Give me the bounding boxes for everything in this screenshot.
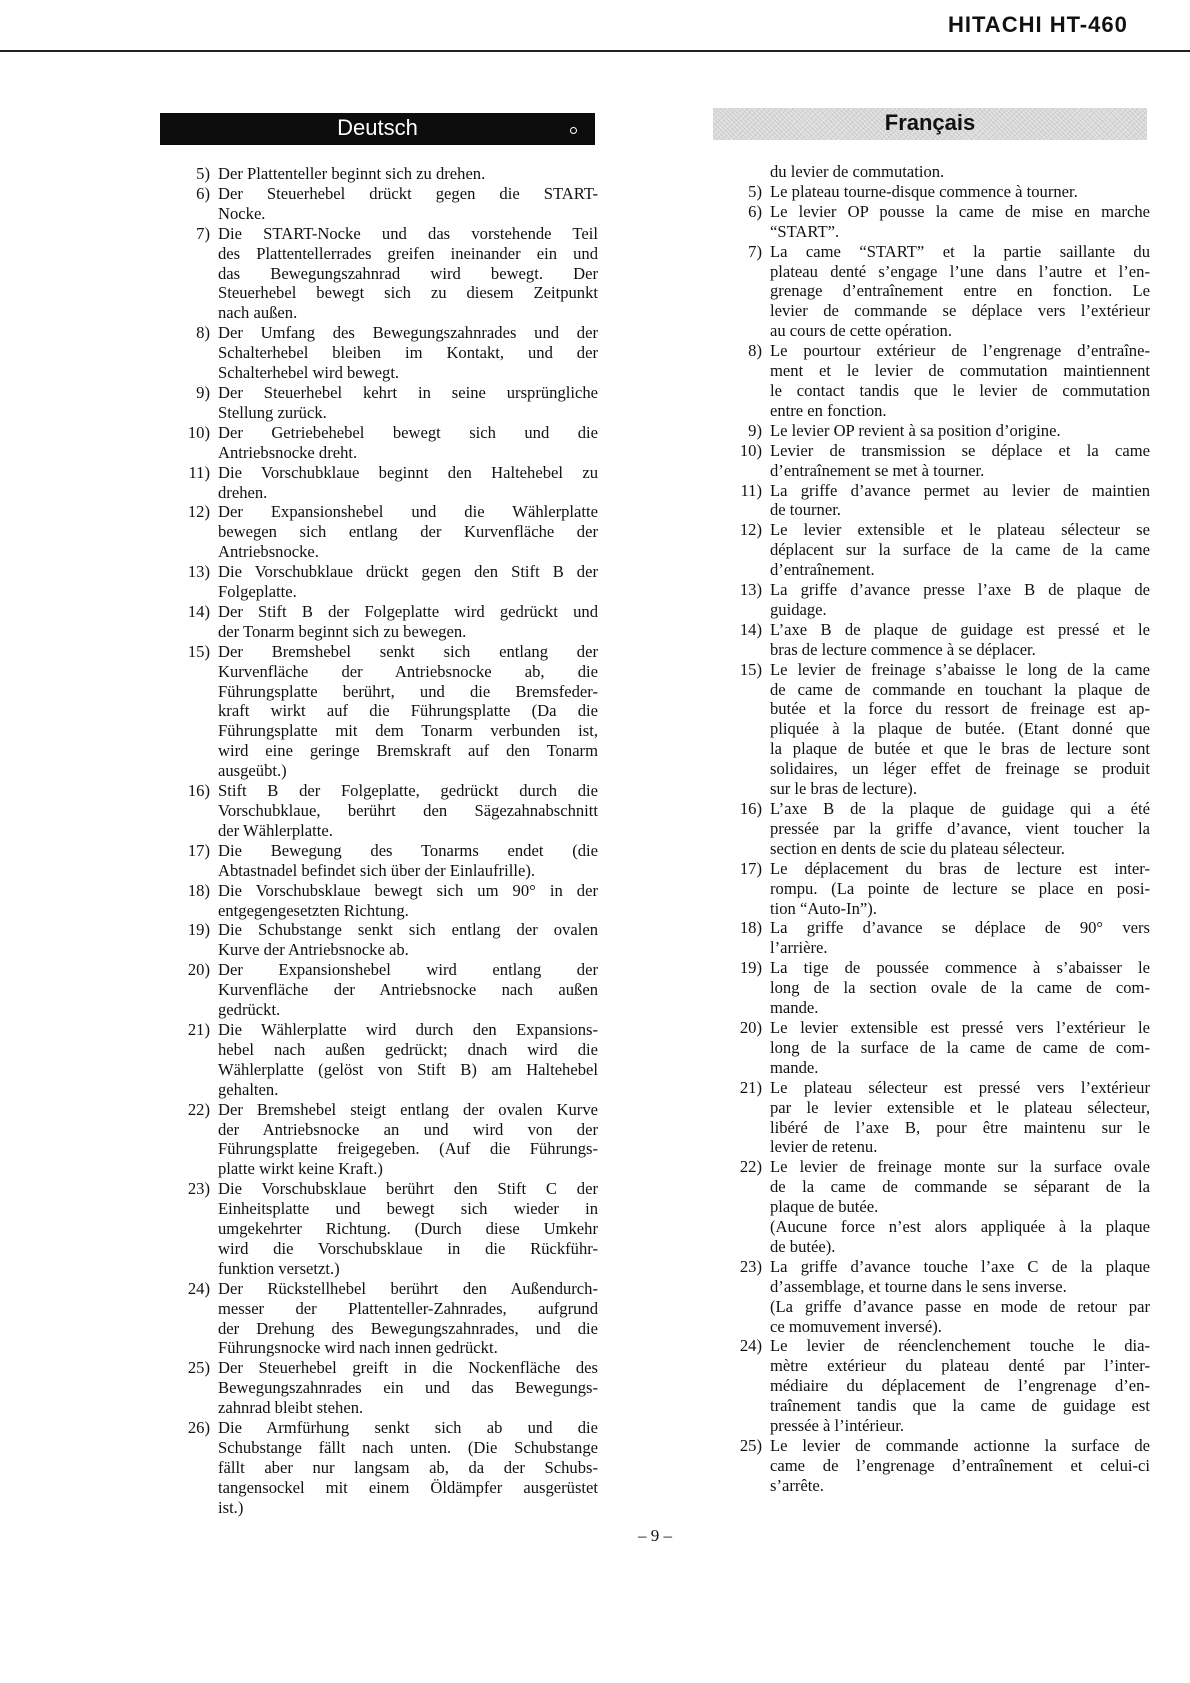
item-text-line: libéré de l’axe B, pour être maintenu sur le <box>770 1117 1150 1137</box>
item-text-line: d’entraînement. <box>770 560 875 580</box>
german-list-item <box>170 920 598 960</box>
item-text-line: de la came de commande se séparant de la <box>770 1177 1150 1197</box>
item-text-line: der Antriebsnocke an und wird von der <box>218 1119 598 1139</box>
item-number: 25) <box>739 1436 762 1455</box>
german-list-item <box>170 164 598 184</box>
french-list-item <box>722 660 1150 799</box>
french-list-item <box>722 799 1150 859</box>
item-text-line: plaque de butée. <box>770 1197 879 1217</box>
french-list-item <box>722 1078 1150 1158</box>
item-text-line: wird eine geringe Bremskraft auf den Tonarm <box>218 741 598 761</box>
item-text-line: Schalterhebel wird bewegt. <box>218 363 400 383</box>
item-number: 19) <box>187 920 210 940</box>
french-list-item <box>722 620 1150 660</box>
item-text-line: La griffe d’avance se déplace de 90° vers <box>770 918 1150 938</box>
item-number: 18) <box>187 880 210 900</box>
french-list-item <box>722 918 1150 958</box>
french-column <box>722 162 1150 1496</box>
item-text-line: tion “Auto-In”). <box>770 898 877 918</box>
item-text-line: plateau denté s’engage l’une dans l’autre et l’en- <box>770 261 1150 281</box>
item-number: 5) <box>748 181 762 201</box>
item-text-line: Le levier extensible et le plateau sélecteur se <box>770 520 1150 540</box>
german-list-item <box>170 463 598 503</box>
item-text-line: ment et le levier de commutation maintiennent <box>770 361 1150 381</box>
french-list-item <box>722 182 1150 202</box>
german-list-item <box>170 1358 598 1418</box>
item-number: 15) <box>739 659 762 679</box>
french-list-item <box>722 859 1150 919</box>
item-text-line: nach außen. <box>218 303 298 323</box>
item-number: 23) <box>187 1179 210 1199</box>
german-list-item <box>170 184 598 224</box>
german-list-item <box>170 781 598 841</box>
item-text-line: Folgeplatte. <box>218 582 297 602</box>
german-list-item <box>170 383 598 423</box>
item-text-line: La tige de poussée commence à s’abaisser le <box>770 958 1150 978</box>
item-text-line: mande. <box>770 998 819 1018</box>
item-text-line: Der Rückstellhebel berührt den Außendurch- <box>218 1278 598 1298</box>
circle-mark-icon <box>570 127 577 134</box>
german-list-item <box>170 1418 598 1518</box>
item-text-line: bras de lecture commence à se déplacer. <box>770 639 1036 659</box>
item-text-line: Bewegungszahnrades ein und das Bewegungs- <box>218 1378 598 1398</box>
item-text-line: der Wählerplatte. <box>218 820 333 840</box>
german-list-item <box>170 960 598 1020</box>
item-text-line: L’axe B de plaque de guidage est pressé et le <box>770 619 1150 639</box>
german-list-item <box>170 1100 598 1180</box>
item-text-line: ist.) <box>218 1497 244 1517</box>
item-text-line: “START”. <box>770 221 840 241</box>
item-text-line: Führungsnocke wird nach innen gedrückt. <box>218 1338 498 1358</box>
item-text-line: Der Plattenteller beginnt sich zu drehen. <box>218 164 486 183</box>
item-number: 6) <box>748 201 762 221</box>
german-list-item <box>170 841 598 881</box>
item-text-line: au cours de cette opération. <box>770 321 952 341</box>
item-number: 15) <box>187 641 210 661</box>
item-number: 20) <box>187 960 210 980</box>
item-text-line: d’assemblage, et tourne dans le sens inverse. <box>770 1276 1067 1296</box>
item-number: 9) <box>196 382 210 402</box>
item-text-line: La griffe d’avance touche l’axe C de la plaque <box>770 1256 1150 1276</box>
item-text-line: Le pourtour extérieur de l’engrenage d’entraîne- <box>770 341 1150 361</box>
item-text-line: Führungsplatte berührt, und die Bremsfeder- <box>218 681 598 701</box>
item-text-line: de came de commande en touchant la plaque de <box>770 679 1150 699</box>
item-text-line: der Tonarm beginnt sich zu bewegen. <box>218 621 467 641</box>
german-list-item <box>170 502 598 562</box>
item-text-line: (La griffe d’avance passe en mode de retour par <box>770 1296 1150 1316</box>
item-text-line: Le déplacement du bras de lecture est inter- <box>770 858 1150 878</box>
header-rule <box>0 50 1190 52</box>
item-text-line: Die START-Nocke und das vorstehende Teil <box>218 223 598 243</box>
item-text-line: solidaires, un léger effet de freinage se produit <box>770 759 1150 779</box>
item-text-line: Die Schubstange senkt sich entlang der ovalen <box>218 920 598 940</box>
item-text-line: wird die Vorschubsklaue in die Rückführ- <box>218 1238 598 1258</box>
item-text-line: came de l’engrenage d’entraînement et celui-ci <box>770 1455 1150 1475</box>
german-list-item <box>170 1279 598 1359</box>
german-list-item <box>170 423 598 463</box>
item-text-line: sur le bras de lecture). <box>770 779 917 799</box>
french-list-item <box>722 1157 1150 1257</box>
item-text-line: Der Steuerhebel drückt gegen die START- <box>218 183 598 203</box>
french-list-item <box>722 1018 1150 1078</box>
german-list-item <box>170 562 598 602</box>
section-heading-francais <box>713 108 1147 140</box>
item-text-line: zahnrad bleibt stehen. <box>218 1398 364 1418</box>
item-text-line: Nocke. <box>218 203 266 223</box>
item-number: 18) <box>739 918 762 938</box>
item-text-line: Kurve der Antriebsnocke ab. <box>218 940 409 960</box>
item-number: 11) <box>188 462 210 482</box>
item-number: 6) <box>196 183 210 203</box>
item-number: 7) <box>196 223 210 243</box>
item-text-line: de tourner. <box>770 500 841 520</box>
item-text-line: Der Expansionshebel wird entlang der <box>218 960 598 980</box>
item-text-line: Die Vorschubsklaue bewegt sich um 90° in der <box>218 880 598 900</box>
german-list-item <box>170 642 598 781</box>
item-text-line: Le levier de commande actionne la surface de <box>770 1436 1150 1455</box>
item-text-line: Der Steuerhebel greift in die Nockenfläche des <box>218 1358 598 1378</box>
german-list-item <box>170 881 598 921</box>
item-text-line: Le levier de freinage s’abaisse le long de la came <box>770 659 1150 679</box>
item-text-line: Schalterhebel bleiben im Kontakt, und der <box>218 343 598 363</box>
item-number: 12) <box>187 502 210 522</box>
french-list-item <box>722 202 1150 242</box>
item-text-line: messer der Plattenteller-Zahnrades, aufgrund <box>218 1298 598 1318</box>
item-text-line: Die Wählerplatte wird durch den Expansions- <box>218 1019 598 1039</box>
item-number: 5) <box>196 164 210 183</box>
item-text-line: le contact tandis que le levier de commutation <box>770 380 1150 400</box>
german-column <box>170 164 598 1518</box>
page-number: – 9 – <box>638 1526 672 1545</box>
item-text-line: des Plattentellerrades greifen ineinander ein und <box>218 243 598 263</box>
item-text-line: Der Umfang des Bewegungszahnrades und der <box>218 323 598 343</box>
item-number: 14) <box>739 619 762 639</box>
item-text-line: Levier de transmission se déplace et la came <box>770 440 1150 460</box>
item-text-line: Einheitsplatte und bewegt sich wieder in <box>218 1199 598 1219</box>
item-number: 22) <box>739 1157 762 1177</box>
item-text-line: funktion versetzt.) <box>218 1258 340 1278</box>
item-text-line: Stift B der Folgeplatte, gedrückt durch die <box>218 781 598 801</box>
item-text-line: Der Getriebehebel bewegt sich und die <box>218 422 598 442</box>
document-header-title: HITACHI HT-460 <box>948 12 1128 37</box>
german-list-item <box>170 224 598 324</box>
item-text-line: Kurvenfläche der Antriebsnocke ab, die <box>218 661 598 681</box>
item-text-line: Schubstange fällt nach unten. (Die Schubstange <box>218 1438 598 1457</box>
item-text-line: Le levier de réenclenchement touche le dia- <box>770 1336 1150 1356</box>
item-text-line: du levier de commutation. <box>770 162 945 181</box>
item-text-line: fällt aber nur langsam ab, da der Schubs- <box>218 1457 598 1477</box>
item-number: 14) <box>187 601 210 621</box>
item-text-line: Antriebsnocke. <box>218 542 319 562</box>
item-number: 12) <box>739 520 762 540</box>
item-text-line: guidage. <box>770 599 827 619</box>
item-text-line: der Drehung des Bewegungszahnrades, und die <box>218 1318 598 1338</box>
french-list-item <box>722 242 1150 342</box>
item-text-line: section en dents de scie du plateau sélecteur. <box>770 838 1065 858</box>
item-text-line: butée et la force du ressort de freinage est ap- <box>770 699 1150 719</box>
item-number: 17) <box>187 840 210 860</box>
item-text-line: (Aucune force n’est alors appliquée à la plaque <box>770 1217 1150 1237</box>
item-text-line: mande. <box>770 1057 819 1077</box>
french-list-item <box>722 1336 1150 1436</box>
french-list-item <box>722 441 1150 481</box>
item-number: 25) <box>187 1358 210 1378</box>
item-text-line: Stellung zurück. <box>218 402 327 422</box>
item-text-line: gehalten. <box>218 1079 279 1099</box>
item-number: 10) <box>739 440 762 460</box>
item-text-line: levier de commande se déplace vers l’extérieur <box>770 301 1150 321</box>
french-list-item <box>722 958 1150 1018</box>
item-text-line: Die Vorschubklaue beginnt den Haltehebel zu <box>218 462 598 482</box>
item-number: 16) <box>739 799 762 818</box>
item-text-line: platte wirkt keine Kraft.) <box>218 1159 383 1179</box>
item-number: 9) <box>748 420 762 440</box>
item-text-line: rompu. (La pointe de lecture se place en posi- <box>770 878 1150 898</box>
french-list-item <box>722 520 1150 580</box>
item-number: 16) <box>187 781 210 801</box>
item-text-line: s’arrête. <box>770 1475 824 1495</box>
item-number: 11) <box>740 480 762 500</box>
french-list-item <box>722 1257 1150 1337</box>
item-text-line: Der Stift B der Folgeplatte wird gedrückt und <box>218 601 598 621</box>
item-text-line: de butée). <box>770 1236 836 1256</box>
item-text-line: pressée à l’intérieur. <box>770 1416 905 1436</box>
item-text-line: Antriebsnocke dreht. <box>218 442 358 462</box>
section-heading-deutsch <box>160 113 595 145</box>
item-text-line: médiaire du déplacement de l’engrenage d’en- <box>770 1376 1150 1396</box>
item-text-line: gedrückt. <box>218 1000 281 1020</box>
item-text-line: Le levier extensible est pressé vers l’extérieur le <box>770 1017 1150 1037</box>
item-text-line: umgekehrter Richtung. (Durch diese Umkehr <box>218 1219 598 1239</box>
item-text-line: grenage d’entraînement entre en fonction. Le <box>770 281 1150 301</box>
item-text-line: d’entraînement se met à tourner. <box>770 460 985 480</box>
item-text-line: l’arrière. <box>770 938 828 958</box>
item-number: 20) <box>739 1017 762 1037</box>
item-text-line: hebel nach außen gedrückt; dnach wird die <box>218 1039 598 1059</box>
item-text-line: mètre extérieur du plateau denté par l’inter- <box>770 1356 1150 1376</box>
item-text-line: bewegen sich entlang der Kurvenfläche der <box>218 522 598 542</box>
item-text-line: Le plateau sélecteur est pressé vers l’extérieur <box>770 1077 1150 1097</box>
item-text-line: pliquée à la plaque de butée. (Etant donné que <box>770 719 1150 739</box>
item-number: 13) <box>739 580 762 600</box>
item-number: 10) <box>187 422 210 442</box>
item-text-line: levier de retenu. <box>770 1137 878 1157</box>
item-text-line: la plaque de butée et que le bras de lecture sont <box>770 739 1150 759</box>
section-heading-francais-label: Français <box>884 110 976 135</box>
item-text-line: Wählerplatte (gelöst von Stift B) am Haltehebel <box>218 1059 598 1079</box>
item-text-line: Der Expansionshebel und die Wählerplatte <box>218 502 598 522</box>
item-text-line: Vorschubklaue, berührt den Sägezahnabschnitt <box>218 801 598 820</box>
item-text-line: La griffe d’avance presse l’axe B de plaque de <box>770 580 1150 600</box>
item-text-line: ausgeübt.) <box>218 761 287 781</box>
item-text-line: Die Vorschubklaue drückt gegen den Stift B der <box>218 562 598 582</box>
item-text-line: traînement tandis que la came de guidage est <box>770 1396 1150 1416</box>
item-text-line: long de la section ovale de la came de com- <box>770 978 1150 998</box>
item-text-line: Der Bremshebel steigt entlang der ovalen Kurve <box>218 1099 598 1119</box>
item-text-line: L’axe B de la plaque de guidage qui a été <box>770 799 1150 818</box>
item-text-line: das Bewegungszahnrad wird bewegt. Der <box>218 263 598 283</box>
item-text-line: Die Vorschubsklaue berührt den Stift C der <box>218 1179 598 1199</box>
item-text-line: Kurvenfläche der Antriebsnocke nach außen <box>218 980 598 1000</box>
item-number: 17) <box>739 858 762 878</box>
item-text-line: Le levier de freinage monte sur la surface ovale <box>770 1157 1150 1177</box>
french-list-item <box>722 421 1150 441</box>
item-text-line: Führungsplatte mit dem Tonarm verbunden ist, <box>218 721 598 741</box>
item-number: 24) <box>739 1336 762 1356</box>
item-number: 24) <box>187 1278 210 1298</box>
item-text-line: La griffe d’avance permet au levier de maintien <box>770 480 1150 500</box>
item-text-line: drehen. <box>218 482 268 502</box>
item-text-line: déplacent sur la surface de la came de la came <box>770 540 1150 560</box>
item-text-line: long de la surface de la came de came de com- <box>770 1037 1150 1057</box>
item-text-line: Le levier OP revient à sa position d’origine. <box>770 420 1061 440</box>
item-text-line: Der Steuerhebel kehrt in seine ursprüngliche <box>218 382 598 402</box>
item-text-line: kraft wirkt auf die Führungsplatte (Da die <box>218 701 598 721</box>
item-text-line: Führungsplatte freigegeben. (Auf die Führungs- <box>218 1139 598 1159</box>
item-text-line: tangensockel mit einem Öldämpfer ausgerüstet <box>218 1477 598 1497</box>
french-list-item <box>722 1436 1150 1496</box>
item-text-line: Le levier OP pousse la came de mise en marche <box>770 201 1150 221</box>
french-list-item <box>722 341 1150 421</box>
item-number: 19) <box>739 958 762 978</box>
item-number: 26) <box>187 1418 210 1438</box>
item-text-line: Steuerhebel bewegt sich zu diesem Zeitpunkt <box>218 283 598 303</box>
german-list-item <box>170 323 598 383</box>
item-text-line: Die Armfürhung senkt sich ab und die <box>218 1418 598 1438</box>
item-number: 13) <box>187 562 210 582</box>
item-text-line: Die Bewegung des Tonarms endet (die <box>218 840 598 860</box>
item-text-line: Le plateau tourne-disque commence à tourner. <box>770 181 1078 201</box>
item-text-line: entre en fonction. <box>770 400 887 420</box>
section-heading-deutsch-label: Deutsch <box>337 115 418 140</box>
item-text-line: Abtastnadel befindet sich über der Einlaufrille). <box>218 860 536 880</box>
french-list-item <box>722 580 1150 620</box>
item-number: 22) <box>187 1099 210 1119</box>
french-list-item <box>722 481 1150 521</box>
german-list-item <box>170 602 598 642</box>
item-text-line: par le levier extensible et le plateau sélecteur, <box>770 1097 1150 1117</box>
item-number: 21) <box>187 1019 210 1039</box>
item-text-line: pressée par la griffe d’avance, vient toucher la <box>770 818 1150 838</box>
item-text-line: ce momuvement inversé). <box>770 1316 942 1336</box>
item-text-line: La came “START” et la partie saillante du <box>770 241 1150 261</box>
item-text-line: Der Bremshebel senkt sich entlang der <box>218 641 598 661</box>
german-list-item <box>170 1179 598 1279</box>
item-number: 21) <box>739 1077 762 1097</box>
french-list-item <box>722 162 1150 182</box>
item-number: 23) <box>739 1256 762 1276</box>
german-list-item <box>170 1020 598 1100</box>
item-number: 8) <box>196 323 210 343</box>
item-text-line: entgegengesetzten Richtung. <box>218 900 409 920</box>
item-number: 7) <box>748 241 762 261</box>
item-number: 8) <box>748 341 762 361</box>
